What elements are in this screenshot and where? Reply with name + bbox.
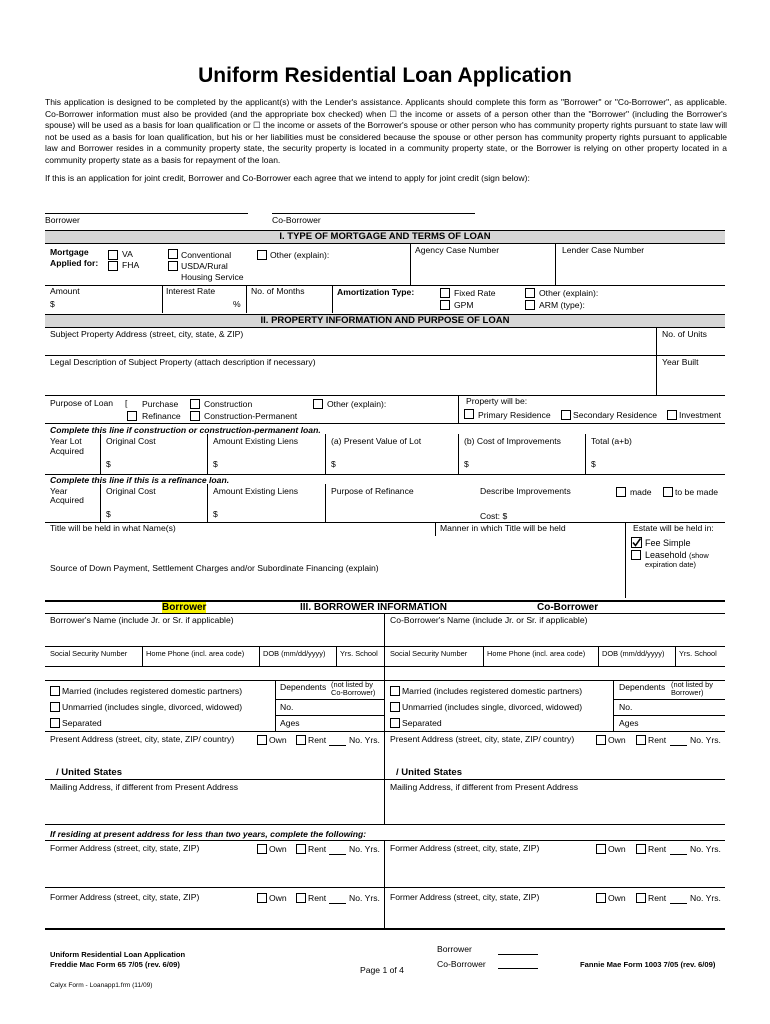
refi-original-cost-label: Original Cost: [106, 486, 156, 496]
present-value-label: (a) Present Value of Lot: [331, 436, 422, 446]
cost-improvements-label: (b) Cost of Improvements: [464, 436, 561, 446]
footer-page: Page 1 of 4: [360, 965, 404, 975]
usda-checkbox[interactable]: [168, 261, 178, 271]
fixed-rate-label: Fixed Rate: [454, 288, 496, 298]
gpm-label: GPM: [454, 300, 474, 310]
c-unmarried-checkbox[interactable]: [390, 702, 400, 712]
describe-improvements-label: Describe Improvements: [480, 486, 571, 496]
construction-perm-checkbox[interactable]: [190, 411, 200, 421]
title-held-label: Title will be held in what Name(s): [50, 523, 176, 533]
b-rent-checkbox[interactable]: [296, 735, 306, 745]
b-former1-rent-label: Rent: [308, 844, 327, 854]
secondary-residence-checkbox[interactable]: [561, 410, 571, 420]
acquired-label-2: Acquired: [50, 495, 84, 505]
lender-case-label: Lender Case Number: [562, 245, 645, 255]
present-value-dollar[interactable]: $: [331, 459, 336, 469]
b-married-checkbox[interactable]: [50, 686, 60, 696]
refi-existing-liens-label: Amount Existing Liens: [213, 486, 299, 496]
refi-original-cost-dollar[interactable]: $: [106, 509, 111, 519]
primary-residence-checkbox[interactable]: [464, 409, 474, 419]
refinance-checkbox[interactable]: [127, 411, 137, 421]
b-by-coborrower-label: Co-Borrower): [331, 688, 376, 697]
c-rent-checkbox[interactable]: [636, 735, 646, 745]
conventional-checkbox[interactable]: [168, 249, 178, 259]
b-ssn-label: Social Security Number: [50, 649, 128, 658]
c-separated-label: Separated: [402, 718, 442, 728]
year-lot-label: Year Lot: [50, 436, 82, 446]
b-rent-label: Rent: [308, 735, 327, 745]
purpose-refinance-label: Purpose of Refinance: [331, 486, 414, 496]
borrower-signature-label: Borrower: [45, 215, 80, 225]
two-years-instruction: If residing at present address for less than two years, complete the following:: [50, 829, 367, 839]
construction-line-instruction: Complete this line if construction or construction-permanent loan.: [50, 425, 321, 435]
estate-label: Estate will be held in:: [633, 523, 714, 533]
interest-rate-label: Interest Rate: [166, 286, 216, 296]
va-checkbox[interactable]: [108, 250, 118, 260]
b-separated-label: Separated: [62, 718, 102, 728]
b-dob-label: DOB (mm/dd/yyyy): [263, 649, 326, 658]
coborrower-name-label: Co-Borrower's Name (include Jr. or Sr. if applicable): [390, 615, 588, 625]
b-former-address-1-label: Former Address (street, city, state, ZIP): [50, 843, 200, 853]
refinance-label: Refinance: [142, 411, 181, 421]
purpose-of-loan-label: Purpose of Loan: [50, 398, 114, 408]
c-former1-no-yrs-label: No. Yrs.: [690, 844, 721, 854]
year-label: Year: [50, 486, 68, 496]
cost-improvements-dollar[interactable]: $: [464, 459, 469, 469]
c-former1-rent-checkbox[interactable]: [636, 844, 646, 854]
c-not-listed-label: (not listed by: [671, 680, 713, 689]
refinance-line-instruction: Complete this line if this is a refinance loan.: [50, 475, 230, 485]
borrower-tab: [162, 602, 206, 613]
manner-title-label: Manner in which Title will be held: [440, 523, 566, 533]
construction-checkbox[interactable]: [190, 399, 200, 409]
original-cost-dollar[interactable]: $: [106, 459, 111, 469]
c-former1-own-checkbox[interactable]: [596, 844, 606, 854]
c-by-borrower-label: Borrower): [671, 688, 704, 697]
c-dependents-label: Dependents: [619, 682, 666, 692]
section-1-header: [45, 230, 725, 244]
borrower-signature-line[interactable]: [45, 213, 248, 214]
footer-borrower-initials-label: Borrower: [437, 944, 472, 954]
made-checkbox[interactable]: [616, 487, 626, 497]
footer-borrower-initials-line[interactable]: [498, 954, 538, 955]
fha-checkbox[interactable]: [108, 261, 118, 271]
borrower-tab-text: Borrower: [162, 602, 207, 613]
legal-description-label: Legal Description of Subject Property (attach description if necessary): [50, 357, 316, 367]
c-former1-own-label: Own: [608, 844, 626, 854]
existing-liens-dollar[interactable]: $: [213, 459, 218, 469]
b-former2-no-yrs-label: No. Yrs.: [349, 893, 380, 903]
existing-liens-label: Amount Existing Liens: [213, 436, 299, 446]
arm-checkbox[interactable]: [525, 300, 535, 310]
b-mailing-label: Mailing Address, if different from Present Address: [50, 782, 239, 792]
footer-coborrower-initials-label: Co-Borrower: [437, 959, 486, 969]
no-units-label: No. of Units: [662, 329, 707, 339]
interest-percent[interactable]: %: [233, 299, 241, 309]
fee-simple-checkbox[interactable]: [631, 537, 642, 548]
va-label: VA: [122, 249, 133, 259]
c-married-checkbox[interactable]: [390, 686, 400, 696]
c-yrs-school-label: Yrs. School: [679, 649, 717, 658]
b-home-phone-label: Home Phone (incl. area code): [146, 649, 245, 658]
c-own-checkbox[interactable]: [596, 735, 606, 745]
c-unmarried-label: Unmarried (includes single, divorced, widowed): [402, 702, 583, 712]
mortgage-applied-label-2: Applied for:: [50, 258, 99, 268]
source-down-payment-label: Source of Down Payment, Settlement Charges and/or Subordinate Financing (explain): [50, 563, 379, 573]
b-former2-own-checkbox[interactable]: [257, 893, 267, 903]
c-former2-rent-checkbox[interactable]: [636, 893, 646, 903]
section-2-header: [45, 314, 725, 328]
c-dependents-no: No.: [619, 702, 633, 712]
b-dependents-ages: Ages: [280, 718, 300, 728]
cost-label[interactable]: Cost: $: [480, 511, 508, 521]
fha-label: FHA: [122, 260, 140, 270]
fixed-rate-checkbox[interactable]: [440, 288, 450, 298]
borrower-name-label: Borrower's Name (include Jr. or Sr. if applicable): [50, 615, 234, 625]
c-ssn-label: Social Security Number: [390, 649, 468, 658]
to-be-made-label: to be made: [675, 487, 718, 497]
b-country: / United States: [56, 767, 122, 778]
b-unmarried-label: Unmarried (includes single, divorced, widowed): [62, 702, 243, 712]
joint-credit-text: If this is an application for joint credit, Borrower and Co-Borrower each agree that we intend to apply for joint credit (sign below):: [45, 173, 530, 183]
year-built-label: Year Built: [662, 357, 699, 367]
section-1-title: I. TYPE OF MORTGAGE AND TERMS OF LOAN: [279, 231, 491, 242]
purpose-other-checkbox[interactable]: [313, 399, 323, 409]
b-former1-rent-checkbox[interactable]: [296, 844, 306, 854]
conventional-label: Conventional: [181, 250, 232, 260]
b-married-label: Married (includes registered domestic partners): [62, 686, 243, 696]
months-label: No. of Months: [251, 286, 305, 296]
b-separated-checkbox[interactable]: [50, 718, 60, 728]
primary-residence-label: Primary Residence: [478, 410, 551, 420]
footer-form-name: Uniform Residential Loan Application: [50, 950, 186, 959]
construction-label: Construction: [204, 399, 253, 409]
c-dob-label: DOB (mm/dd/yyyy): [602, 649, 665, 658]
gpm-checkbox[interactable]: [440, 300, 450, 310]
amortization-type-label: Amortization Type:: [337, 287, 415, 297]
c-former2-own-checkbox[interactable]: [596, 893, 606, 903]
b-dependents-label: Dependents: [280, 682, 327, 692]
to-be-made-checkbox[interactable]: [663, 487, 673, 497]
coborrower-tab: Co-Borrower: [537, 602, 599, 613]
b-yrs-school-label: Yrs. School: [340, 649, 378, 658]
purpose-other-label: Other (explain):: [327, 399, 387, 409]
c-present-address-label: Present Address (street, city, state, ZIP/ country): [390, 734, 575, 744]
b-former-address-2-label: Former Address (street, city, state, ZIP): [50, 892, 200, 902]
b-own-checkbox[interactable]: [257, 735, 267, 745]
c-former-address-1-label: Former Address (street, city, state, ZIP): [390, 843, 540, 853]
coborrower-signature-label: Co-Borrower: [272, 215, 321, 225]
amount-dollar[interactable]: $: [50, 299, 55, 309]
footer-coborrower-initials-line[interactable]: [498, 968, 538, 969]
investment-label: Investment: [679, 410, 722, 420]
mortgage-other-label: Other (explain):: [270, 250, 330, 260]
c-separated-checkbox[interactable]: [390, 718, 400, 728]
c-married-label: Married (includes registered domestic partners): [402, 686, 583, 696]
b-former2-rent-checkbox[interactable]: [296, 893, 306, 903]
c-own-label: Own: [608, 735, 626, 745]
b-not-listed-label: (not listed by: [331, 680, 373, 689]
original-cost-label: Original Cost: [106, 436, 156, 446]
intro-paragraph: This application is designed to be completed by the applicant(s) with the Lender's assistance. Applicants should complete this form as "Borrower" or "Co-Borrower", as applicable. Co-Borrower information must also be provided (and the appropriate box checked) when ☐ the income or assets of a person other than the "Borrower" (including the Borrower's spouse) will be used as a basis for loan qualification or ☐ the income or assets of the Borrower's spouse or other person who has community property rights pursuant to state law will not be used as a basis for loan qualification, but his or her liabilities must be considered because the spouse or other person has community property rights pursuant to applicable law and Borrower resides in a community property state, the security property is located in a community property state, or the Borrower is relying on other property located in a community property state as a basis for repayment of the loan.: [45, 97, 727, 165]
leasehold-label: Leasehold: [645, 550, 687, 560]
b-former1-no-yrs-label: No. Yrs.: [349, 844, 380, 854]
amount-label: Amount: [50, 286, 80, 296]
c-no-yrs-label: No. Yrs.: [690, 735, 721, 745]
mortgage-applied-label: Mortgage: [50, 247, 89, 257]
footer-calyx: Calyx Form - Loanapp1.frm (11/09): [50, 982, 153, 989]
b-dependents-no: No.: [280, 702, 294, 712]
b-former2-rent-label: Rent: [308, 893, 327, 903]
usda-label: USDA/Rural: [181, 261, 228, 271]
total-label: Total (a+b): [591, 436, 632, 446]
coborrower-signature-line[interactable]: [272, 213, 475, 214]
c-former2-no-yrs-label: No. Yrs.: [690, 893, 721, 903]
amort-other-label: Other (explain):: [539, 288, 599, 298]
footer-fannie: Fannie Mae Form 1003 7/05 (rev. 6/09): [580, 960, 716, 969]
fee-simple-label: Fee Simple: [645, 538, 691, 548]
total-dollar[interactable]: $: [591, 459, 596, 469]
b-unmarried-checkbox[interactable]: [50, 702, 60, 712]
c-mailing-label: Mailing Address, if different from Present Address: [390, 782, 579, 792]
mortgage-other-checkbox[interactable]: [257, 250, 267, 260]
c-former-address-2-label: Former Address (street, city, state, ZIP): [390, 892, 540, 902]
c-country: / United States: [396, 767, 462, 778]
b-former1-own-checkbox[interactable]: [257, 844, 267, 854]
c-dependents-ages: Ages: [619, 718, 639, 728]
refi-existing-liens-dollar[interactable]: $: [213, 509, 218, 519]
amort-other-checkbox[interactable]: [525, 288, 535, 298]
expiration-label: expiration date): [645, 560, 696, 569]
purchase-bracket: [: [125, 398, 128, 408]
purchase-label: Purchase: [142, 399, 179, 409]
c-former2-rent-label: Rent: [648, 893, 667, 903]
b-former2-own-label: Own: [269, 893, 287, 903]
section-3-title: III. BORROWER INFORMATION: [300, 602, 448, 613]
construction-perm-label: Construction-Permanent: [204, 411, 298, 421]
section-2-title: II. PROPERTY INFORMATION AND PURPOSE OF LOAN: [260, 315, 510, 326]
made-label: made: [630, 487, 652, 497]
investment-checkbox[interactable]: [667, 410, 677, 420]
housing-service-label: Housing Service: [181, 272, 244, 282]
subject-address-label: Subject Property Address (street, city, state, & ZIP): [50, 329, 244, 339]
c-home-phone-label: Home Phone (incl. area code): [487, 649, 586, 658]
b-former1-own-label: Own: [269, 844, 287, 854]
secondary-residence-label: Secondary Residence: [573, 410, 658, 420]
leasehold-checkbox[interactable]: [631, 550, 641, 560]
agency-case-label: Agency Case Number: [415, 245, 500, 255]
b-present-address-label: Present Address (street, city, state, ZIP/ country): [50, 734, 235, 744]
c-rent-label: Rent: [648, 735, 667, 745]
acquired-label: Acquired: [50, 446, 84, 456]
arm-label: ARM (type):: [539, 300, 585, 310]
form-title: Uniform Residential Loan Application: [198, 64, 572, 87]
show-label: (show: [689, 551, 709, 560]
c-former2-own-label: Own: [608, 893, 626, 903]
b-no-yrs-label: No. Yrs.: [349, 735, 380, 745]
footer-freddie: Freddie Mac Form 65 7/05 (rev. 6/09): [50, 960, 180, 969]
b-own-label: Own: [269, 735, 287, 745]
property-will-be-label: Property will be:: [466, 396, 528, 406]
c-former1-rent-label: Rent: [648, 844, 667, 854]
